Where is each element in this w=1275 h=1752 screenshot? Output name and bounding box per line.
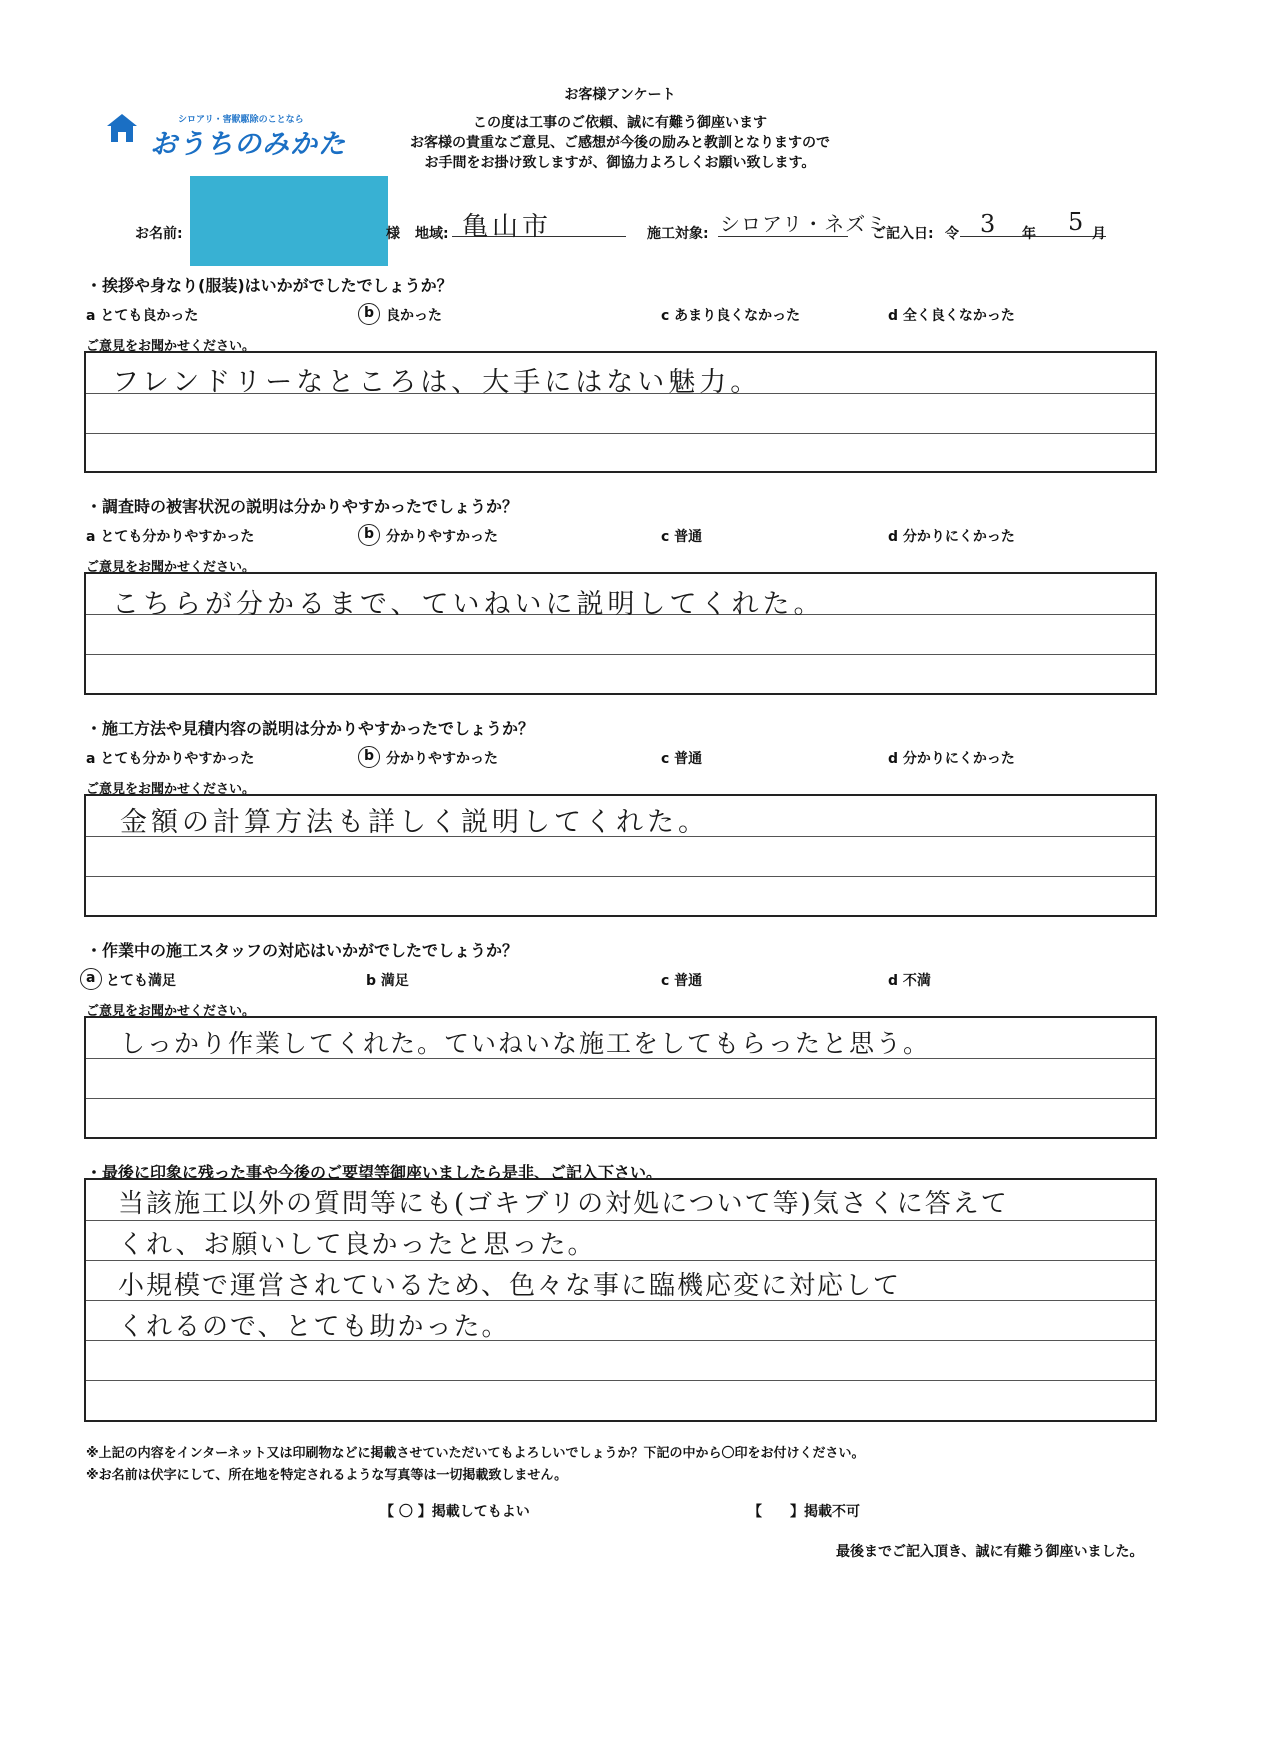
era-label: 令 [945,226,959,242]
q3-opinion-label: ご意見をお聞かせください。 [86,782,256,797]
year-value: 3 [980,210,1000,238]
q1-opinion-label: ご意見をお聞かせください。 [86,339,256,354]
q1-answer: フレンドリーなところは、大手にはない魅力。 [112,367,762,398]
area-label: 地域: [415,226,449,242]
q2-option-d[interactable]: d 分かりにくかった [888,529,1015,545]
q4-option-a[interactable]: とても満足 [106,973,176,989]
q2-option-b[interactable]: 分かりやすかった [386,529,498,545]
target-label: 施工対象: [647,226,709,242]
q3-option-b[interactable]: 分かりやすかった [386,751,498,767]
logo-name: おうちのみかた [150,129,346,160]
final-answer-line-1: 当該施工以外の質問等にも(ゴキブリの対処について等)気さくに答えて [118,1189,1009,1219]
name-suffix: 様 [386,226,400,242]
survey-title: お客様アンケート [564,87,676,103]
q3-option-b-letter[interactable]: b [364,748,375,764]
month-label: 月 [1092,226,1106,242]
q4-option-d[interactable]: d 不満 [888,973,931,989]
final-question: ・最後に印象に残った事や今後のご要望等御座いましたら是非、ご記入下さい。 [86,1163,663,1182]
q1-option-c[interactable]: c あまり良くなかった [661,308,801,324]
q2-opinion-label: ご意見をお聞かせください。 [86,560,256,575]
question-1: ・挨拶や身なり(服装)はいかがでしたでしょうか？ [86,276,453,295]
q4-option-a-letter[interactable]: a [86,970,96,986]
q3-option-a[interactable]: a とても分かりやすかった [86,751,255,767]
q2-option-b-letter[interactable]: b [364,526,375,542]
q1-option-b[interactable]: 良かった [386,308,442,324]
publish-ok-choice[interactable]: 【 〇 】掲載してもよい [380,1504,530,1520]
publish-note-1: ※上記の内容をインターネット又は印刷物などに掲載させていただいてもよろしいでしょうか？下記の中から〇印をお付けください。 [86,1446,865,1461]
intro-line-1: この度は工事のご依頼、誠に有難う御座います [473,115,767,131]
q3-option-d[interactable]: d 分かりにくかった [888,751,1015,767]
final-answer-line-3: 小規模で運営されているため、色々な事に臨機応変に対応して [118,1271,901,1301]
closing-thanks: 最後までご記入頂き、誠に有難う御座いました。 [836,1544,1144,1560]
q2-option-a[interactable]: a とても分かりやすかった [86,529,255,545]
q4-option-b[interactable]: b 満足 [366,973,409,989]
question-2: ・調査時の被害状況の説明は分かりやすかったでしょうか？ [86,497,519,516]
q1-option-d[interactable]: d 全く良くなかった [888,308,1015,324]
month-value: 5 [1068,208,1088,236]
final-answer-line-2: くれ、お願いして良かったと思った。 [118,1230,596,1260]
question-4: ・作業中の施工スタッフの対応はいかがでしたでしょうか？ [86,941,519,960]
logo-tagline: シロアリ・害獣駆除のことなら [178,115,304,125]
q2-answer: こちらが分かるまで、ていねいに説明してくれた。 [112,589,825,620]
name-label: お名前: [135,226,183,242]
final-answer-line-4: くれるので、とても助かった。 [118,1312,510,1342]
question-3: ・施工方法や見積内容の説明は分かりやすかったでしょうか？ [86,719,535,738]
q3-option-c[interactable]: c 普通 [661,751,703,767]
q3-answer: 金額の計算方法も詳しく説明してくれた。 [120,807,709,838]
intro-line-3: お手間をお掛け致しますが、御協力よろしくお願い致します。 [424,155,816,171]
date-label: ご記入日: [872,226,934,242]
q4-option-c[interactable]: c 普通 [661,973,703,989]
q1-option-b-letter[interactable]: b [364,305,375,321]
area-value: 亀山市 [462,212,553,242]
q1-option-a[interactable]: a とても良かった [86,308,199,324]
q4-answer: しっかり作業してくれた。ていねいな施工をしてもらったと思う。 [120,1029,931,1058]
q2-option-c[interactable]: c 普通 [661,529,703,545]
publish-note-2: ※お名前は伏字にして、所在地を特定されるような写真等は一切掲載致しません。 [86,1468,568,1483]
publish-ng-choice[interactable]: 【 】掲載不可 [748,1504,860,1520]
redaction-mask [190,176,388,266]
target-value: シロアリ・ネズミ [720,212,888,236]
q4-opinion-label: ご意見をお聞かせください。 [86,1004,256,1019]
intro-line-2: お客様の貴重なご意見、ご感想が今後の励みと教訓となりますので [410,135,830,151]
year-label: 年 [1022,226,1036,242]
